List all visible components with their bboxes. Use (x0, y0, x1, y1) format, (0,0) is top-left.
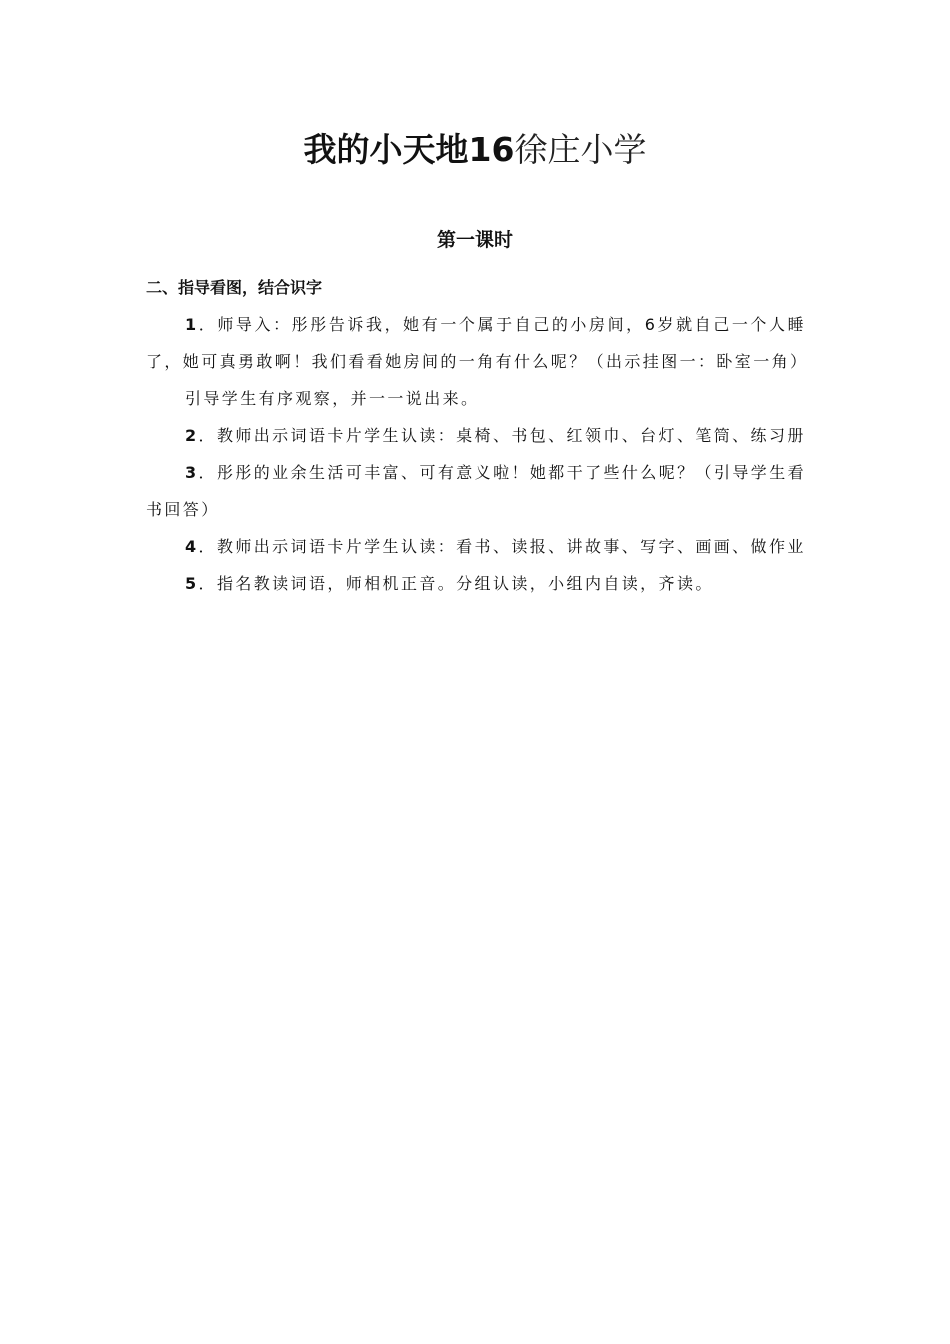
title-main: 我的小天地16 (303, 130, 515, 169)
lesson-subtitle: 第一课时 (436, 229, 513, 251)
paragraph-number: 1 (185, 315, 199, 334)
paragraph-text: ．教师出示词语卡片学生认读：桌椅、书包、红领巾、台灯、笔筒、练习册 (198, 426, 806, 445)
paragraph-text: ．师导入：彤彤告诉我，她有一个属于自己的小房间，6岁就自己一个人睡了，她可真勇敢啊！我们看看她房间的一角有什么呢？（出示挂图一：卧室一角） (146, 315, 809, 371)
paragraph-1 (146, 306, 809, 380)
paragraph-number: 4 (185, 537, 199, 556)
paragraph-2 (146, 417, 806, 454)
paragraph-4 (146, 528, 806, 565)
paragraph-text: ．指名教读词语，师相机正音。分组认读，小组内自读，齐读。 (198, 574, 714, 593)
paragraph-5 (146, 565, 806, 602)
lesson-content (146, 306, 809, 602)
paragraph-3 (146, 454, 806, 528)
page-title (0, 128, 950, 172)
paragraph-observe (146, 380, 806, 417)
paragraph-number: 5 (185, 574, 199, 593)
title-school: 徐庄小学 (514, 130, 647, 169)
paragraph-number: 3 (185, 463, 199, 482)
paragraph-number: 2 (185, 426, 199, 445)
paragraph-text: 引导学生有序观察，并一一说出来。 (185, 389, 480, 408)
section-heading: 二、指导看图，结合识字 (146, 278, 323, 297)
paragraph-text: ．教师出示词语卡片学生认读：看书、读报、讲故事、写字、画画、做作业 (198, 537, 806, 556)
paragraph-text: ．彤彤的业余生活可丰富、可有意义啦！她都干了些什么呢？（引导学生看书回答） (146, 463, 806, 519)
